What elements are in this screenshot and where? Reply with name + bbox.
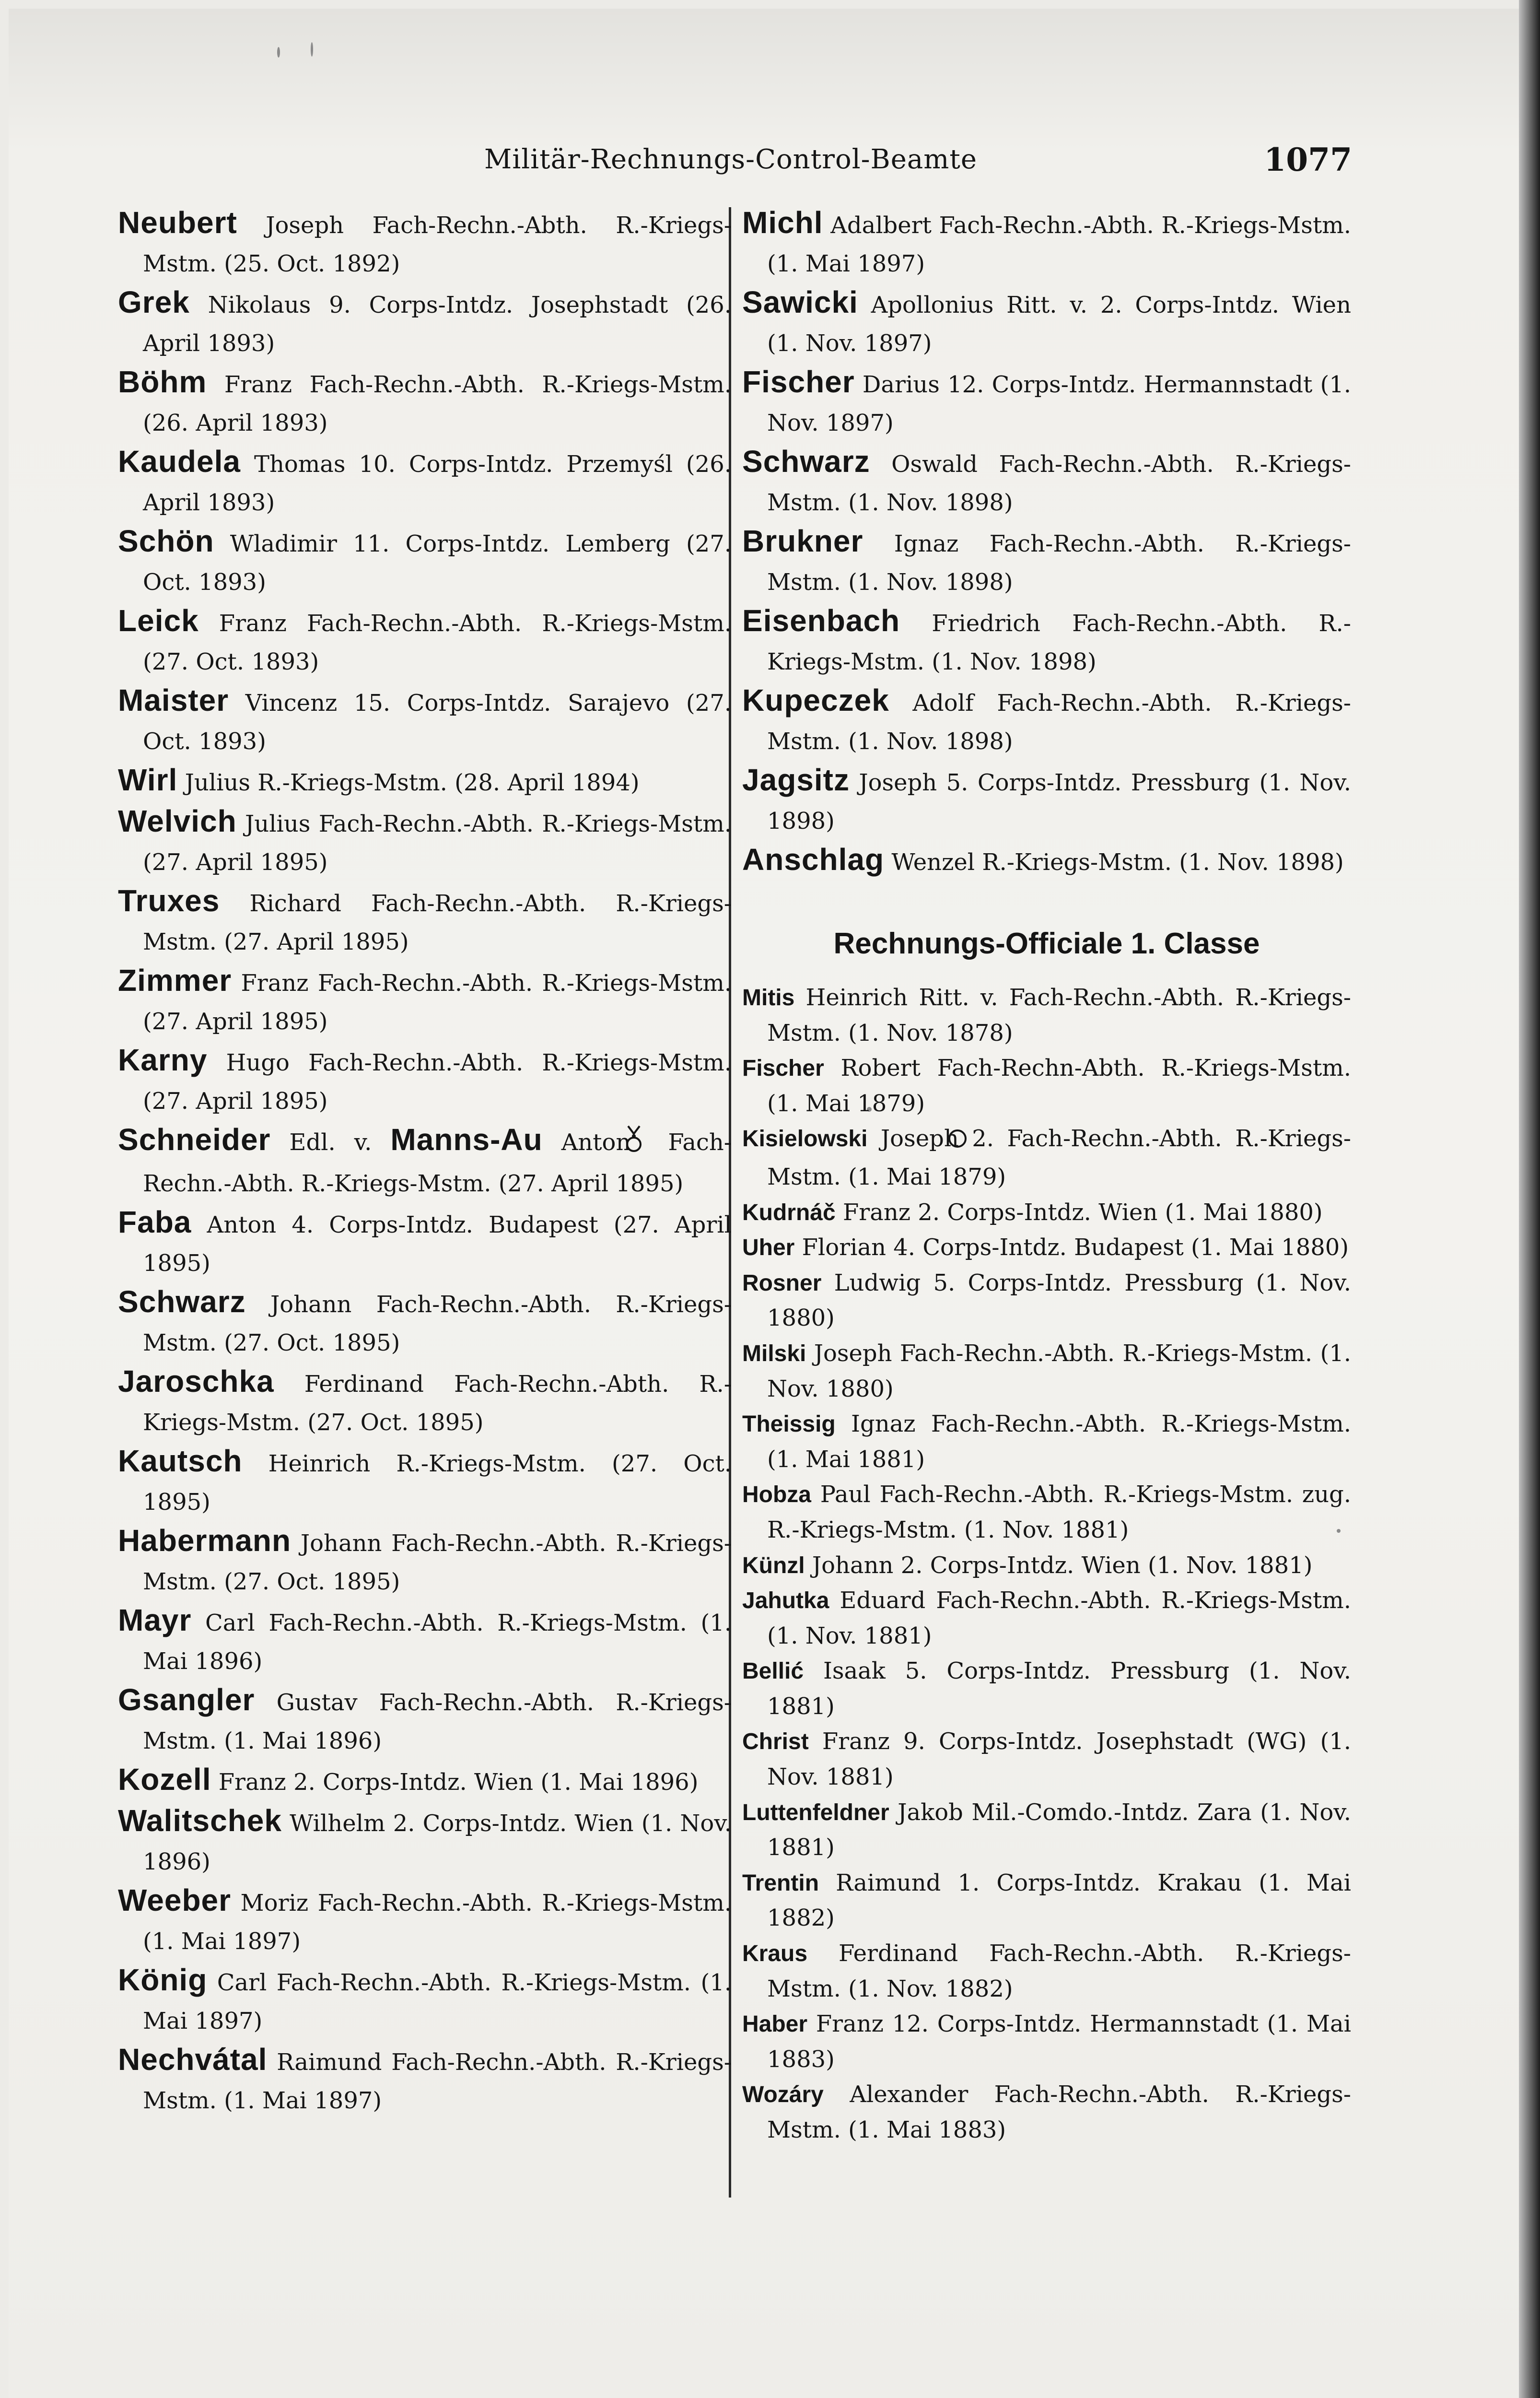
list-item: Milski Joseph Fach-Rechn.-Abth. R.-Kriegs-Mstm. (1. Nov. 1880) bbox=[742, 1340, 1352, 1402]
list-item: Truxes Richard Fach-Rechn.-Abth. R.-Kriegs-Mstm. (27. April 1895) bbox=[118, 883, 732, 955]
list-item: Böhm Franz Fach-Rechn.-Abth. R.-Kriegs-Mstm. (26. April 1893) bbox=[118, 364, 732, 436]
list-item: Faba Anton 4. Corps-Intdz. Budapest (27. April 1895) bbox=[118, 1205, 732, 1277]
list-item: Schwarz Oswald Fach-Rechn.-Abth. R.-Kriegs-Mstm. (1. Nov. 1898) bbox=[742, 444, 1351, 516]
list-item: Karny Hugo Fach-Rechn.-Abth. R.-Kriegs-Mstm. (27. April 1895) bbox=[118, 1043, 732, 1115]
list-item: Gsangler Gustav Fach-Rechn.-Abth. R.-Kriegs-Mstm. (1. Mai 1896) bbox=[118, 1682, 732, 1754]
running-title: Militär-Rechnungs-Control-Beamte bbox=[484, 144, 977, 175]
list-item: Rosner Ludwig 5. Corps-Intdz. Pressburg (1. Nov. 1880) bbox=[742, 1269, 1351, 1332]
list-item: Bellić Isaak 5. Corps-Intdz. Pressburg (1. Nov. 1881) bbox=[742, 1657, 1351, 1720]
page-number: 1077 bbox=[1264, 141, 1352, 178]
list-item: Theissig Ignaz Fach-Rechn.-Abth. R.-Kriegs-Mstm. (1. Mai 1881) bbox=[742, 1411, 1352, 1473]
list-item: Luttenfeldner Jakob Mil.-Comdo.-Intdz. Zara (1. Nov. 1881) bbox=[742, 1798, 1351, 1861]
list-item: Neubert Joseph Fach-Rechn.-Abth. R.-Kriegs-Mstm. (25. Oct. 1892) bbox=[118, 205, 732, 277]
paper-fleck bbox=[277, 47, 280, 58]
list-item: Nechvátal Raimund Fach-Rechn.-Abth. R.-Kriegs-Mstm. (1. Mai 1897) bbox=[118, 2042, 732, 2114]
list-item: Kautsch Heinrich R.-Kriegs-Mstm. (27. Oct. 1895) bbox=[118, 1444, 732, 1516]
list-item: Anschlag Wenzel R.-Kriegs-Mstm. (1. Nov. 1898) bbox=[742, 842, 1344, 877]
list-item: Jahutka Eduard Fach-Rechn.-Abth. R.-Kriegs-Mstm. (1. Nov. 1881) bbox=[742, 1587, 1351, 1649]
list-item: Trentin Raimund 1. Corps-Intdz. Krakau (1. Mai 1882) bbox=[742, 1869, 1351, 1932]
list-item: Fischer Darius 12. Corps-Intdz. Hermannstadt (1. Nov. 1897) bbox=[742, 364, 1351, 436]
list-item: Kaudela Thomas 10. Corps-Intdz. Przemyśl (26. April 1893) bbox=[118, 444, 732, 516]
list-item: Brukner Ignaz Fach-Rechn.-Abth. R.-Kriegs-Mstm. (1. Nov. 1898) bbox=[742, 524, 1351, 596]
list-item: Weeber Moriz Fach-Rechn.-Abth. R.-Kriegs-Mstm. (1. Mai 1897) bbox=[118, 1883, 732, 1955]
list-item: Wirl Julius R.-Kriegs-Mstm. (28. April 1894) bbox=[118, 763, 640, 797]
list-item: Kisielowski Joseph 2. Fach-Rechn.-Abth. R.-Kriegs-Mstm. (1. Mai 1879) bbox=[742, 1125, 1351, 1190]
paper-fleck bbox=[311, 42, 313, 57]
list-item: Eisenbach Friedrich Fach-Rechn.-Abth. R.-Kriegs-Mstm. (1. Nov. 1898) bbox=[742, 603, 1351, 675]
officiale-list bbox=[742, 980, 1351, 2148]
list-item: Mitis Heinrich Ritt. v. Fach-Rechn.-Abth. R.-Kriegs-Mstm. (1. Nov. 1878) bbox=[742, 984, 1351, 1046]
right-column bbox=[742, 203, 1351, 2148]
list-item: Mayr Carl Fach-Rechn.-Abth. R.-Kriegs-Mstm. (1. Mai 1896) bbox=[118, 1603, 732, 1675]
list-item: Maister Vincenz 15. Corps-Intdz. Sarajevo (27. Oct. 1893) bbox=[118, 683, 732, 755]
list-item: Kudrnáč Franz 2. Corps-Intdz. Wien (1. Mai 1880) bbox=[742, 1199, 1323, 1226]
list-item: Schwarz Johann Fach-Rechn.-Abth. R.-Kriegs-Mstm. (27. Oct. 1895) bbox=[118, 1284, 732, 1356]
list-item: Wozáry Alexander Fach-Rechn.-Abth. R.-Kriegs-Mstm. (1. Mai 1883) bbox=[742, 2081, 1352, 2143]
list-item: Künzl Johann 2. Corps-Intdz. Wien (1. Nov. 1881) bbox=[742, 1552, 1313, 1579]
list-item: Kozell Franz 2. Corps-Intdz. Wien (1. Mai 1896) bbox=[118, 1762, 699, 1797]
list-item: Kraus Ferdinand Fach-Rechn.-Abth. R.-Kriegs-Mstm. (1. Nov. 1882) bbox=[742, 1940, 1351, 2002]
list-item: Jaroschka Ferdinand Fach-Rechn.-Abth. R.-Kriegs-Mstm. (27. Oct. 1895) bbox=[118, 1364, 732, 1436]
list-item: Walitschek Wilhelm 2. Corps-Intdz. Wien (1. Nov. 1896) bbox=[118, 1803, 732, 1875]
list-item: Leick Franz Fach-Rechn.-Abth. R.-Kriegs-Mstm. (27. Oct. 1893) bbox=[118, 603, 732, 675]
page-header bbox=[484, 141, 1352, 182]
list-item: Welvich Julius Fach-Rechn.-Abth. R.-Kriegs-Mstm. (27. April 1895) bbox=[118, 804, 732, 876]
list-item: Schneider Edl. v. Manns-Au Anton Fach-Rechn.-Abth. R.-Kriegs-Mstm. (27. April 1895) bbox=[118, 1122, 732, 1197]
list-item: Fischer Robert Fach-Rechn-Abth. R.-Kriegs-Mstm. (1. Mai 1879) bbox=[742, 1055, 1351, 1117]
list-item: Kupeczek Adolf Fach-Rechn.-Abth. R.-Kriegs-Mstm. (1. Nov. 1898) bbox=[742, 683, 1351, 755]
scan-edge-right bbox=[1519, 0, 1540, 2398]
list-item: König Carl Fach-Rechn.-Abth. R.-Kriegs-Mstm. (1. Mai 1897) bbox=[118, 1963, 732, 2034]
list-item: Zimmer Franz Fach-Rechn.-Abth. R.-Kriegs-Mstm. (27. April 1895) bbox=[118, 963, 732, 1035]
list-item: Michl Adalbert Fach-Rechn.-Abth. R.-Kriegs-Mstm. (1. Mai 1897) bbox=[742, 205, 1352, 277]
list-item: Jagsitz Joseph 5. Corps-Intdz. Pressburg (1. Nov. 1898) bbox=[742, 763, 1351, 835]
left-column bbox=[118, 203, 732, 2120]
list-item: Schön Wladimir 11. Corps-Intdz. Lemberg (27. Oct. 1893) bbox=[118, 524, 732, 596]
list-item: Uher Florian 4. Corps-Intdz. Budapest (1. Mai 1880) bbox=[742, 1234, 1349, 1261]
list-item: Grek Nikolaus 9. Corps-Intdz. Josephstadt (26. April 1893) bbox=[118, 285, 732, 357]
section-heading: Rechnungs-Officiale 1. Classe bbox=[833, 927, 1260, 960]
list-item: Hobza Paul Fach-Rechn.-Abth. R.-Kriegs-Mstm. zug. R.-Kriegs-Mstm. (1. Nov. 1881) bbox=[742, 1481, 1351, 1543]
list-item: Habermann Johann Fach-Rechn.-Abth. R.-Kriegs-Mstm. (27. Oct. 1895) bbox=[118, 1523, 732, 1595]
list-item: Sawicki Apollonius Ritt. v. 2. Corps-Intdz. Wien (1. Nov. 1897) bbox=[742, 285, 1351, 357]
list-item: Haber Franz 12. Corps-Intdz. Hermannstadt (1. Mai 1883) bbox=[742, 2010, 1351, 2073]
list-item: Christ Franz 9. Corps-Intdz. Josephstadt (WG) (1. Nov. 1881) bbox=[742, 1728, 1351, 1791]
